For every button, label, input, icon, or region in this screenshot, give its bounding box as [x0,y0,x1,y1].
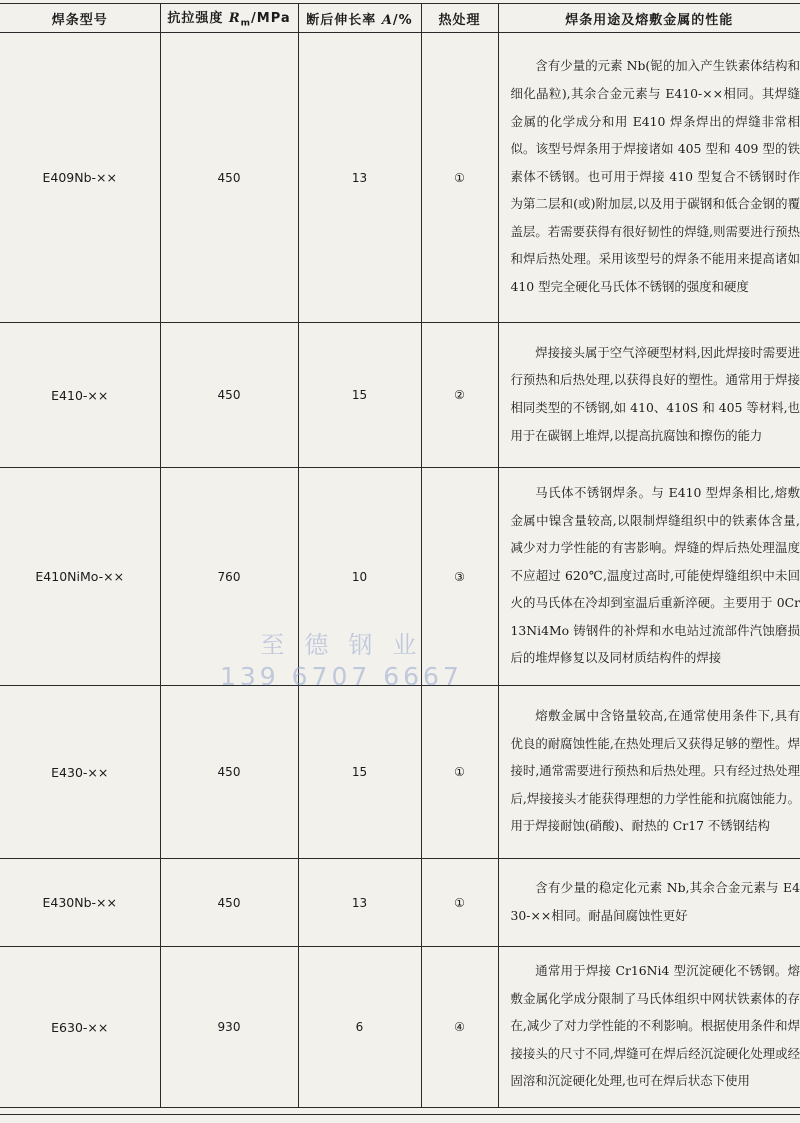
usage-cell: 熔敷金属中含铬量较高,在通常使用条件下,具有优良的耐腐蚀性能,在热处理后又获得足够的塑性。焊接时,通常需要进行预热和后热处理。只有经过热处理后,焊接接头才能获得理想的力学性能和抗腐蚀能力。用于焊接耐蚀(硝酸)、耐热的 Cr17 不锈钢结构 [498,686,800,859]
strength-cell: 450 [160,323,298,468]
header-model: 焊条型号 [0,4,160,33]
heat-treatment-cell: ① [421,686,498,859]
elongation-cell: 15 [298,323,421,468]
table-row [0,323,800,468]
watermark-company: 至德钢业 [260,631,437,659]
strength-cell: 760 [160,468,298,686]
model-cell: E430Nb-×× [0,859,160,947]
heat-treatment-cell: ④ [421,947,498,1108]
strength-cell: 930 [160,947,298,1108]
heat-treatment-cell: ① [421,859,498,947]
header-elong-prefix: 断后伸长率 [306,12,382,28]
header-elong-symbol: A [381,12,393,28]
header-row [0,4,800,33]
header-strength-sub: m [240,18,252,29]
electrode-spec-table [0,3,800,1108]
heat-treatment-cell: ③ [421,468,498,686]
usage-cell: 马氏体不锈钢焊条。与 E410 型焊条相比,熔敷金属中镍含量较高,以限制焊缝组织中的铁素体含量,减少对力学性能的有害影响。焊缝的焊后热处理温度不应超过 620℃,温度过高时,可能使焊缝组织中未回火的马氏体在冷却到室温后重新淬硬。主要用于 0Cr13Ni4Mo 铸钢件的补焊和水电站过流部件汽蚀磨损后的堆焊修复以及同材质结构件的焊接 [498,468,800,686]
header-strength-unit: /MPa [251,11,291,27]
elongation-cell: 6 [298,947,421,1108]
header-tensile-strength [160,4,298,33]
header-usage: 焊条用途及熔敷金属的性能 [498,4,800,33]
model-cell: E410NiMo-×× [0,468,160,686]
header-heat-treatment: 热处理 [421,4,498,33]
table-row [0,859,800,947]
table-row [0,686,800,859]
table-row [0,468,800,686]
header-strength-symbol: R [228,11,241,27]
usage-cell: 含有少量的元素 Nb(铌的加入产生铁素体结构和细化晶粒),其余合金元素与 E410-××相同。其焊缝金属的化学成分和用 E410 焊条焊出的焊缝非常相似。该型号焊条用于焊接诸如 405 型和 409 型的铁素体不锈钢。也可用于焊接 410 型复合不锈钢时作为第二层和(或)附加层,以及用于碳钢和低合金钢的覆盖层。若需要获得有很好韧性的焊缝,则需要进行预热和焊后热处理。采用该型号的焊条不能用来提高诸如 410 型完全硬化马氏体不锈钢的强度和硬度 [498,33,800,323]
model-cell: E410-×× [0,323,160,468]
header-strength-prefix: 抗拉强度 [167,11,229,27]
usage-cell: 通常用于焊接 Cr16Ni4 型沉淀硬化不锈钢。熔敷金属化学成分限制了马氏体组织中网状铁素体的存在,减少了对力学性能的不利影响。根据使用条件和焊接接头的尺寸不同,焊缝可在焊后经沉淀硬化处理或经固溶和沉淀硬化处理,也可在焊后状态下使用 [498,947,800,1108]
model-cell: E630-×× [0,947,160,1108]
model-cell: E430-×× [0,686,160,859]
usage-cell: 焊接接头属于空气淬硬型材料,因此焊接时需要进行预热和后热处理,以获得良好的塑性。通常用于焊接相同类型的不锈钢,如 410、410S 和 405 等材料,也用于在碳钢上堆焊,以提高抗腐蚀和擦伤的能力 [498,323,800,468]
model-cell: E409Nb-×× [0,33,160,323]
elongation-cell: 13 [298,33,421,323]
table-row [0,33,800,323]
watermark-phone: 139 6707 6667 [220,662,463,691]
strength-cell: 450 [160,859,298,947]
elongation-cell: 10 [298,468,421,686]
strength-cell: 450 [160,686,298,859]
table-row [0,947,800,1108]
strength-cell: 450 [160,33,298,323]
usage-cell: 含有少量的稳定化元素 Nb,其余合金元素与 E430-××相同。耐晶间腐蚀性更好 [498,859,800,947]
header-elongation [298,4,421,33]
heat-treatment-cell: ① [421,33,498,323]
bottom-rule [0,1114,800,1115]
elongation-cell: 13 [298,859,421,947]
heat-treatment-cell: ② [421,323,498,468]
header-elong-unit: /% [392,12,413,28]
elongation-cell: 15 [298,686,421,859]
